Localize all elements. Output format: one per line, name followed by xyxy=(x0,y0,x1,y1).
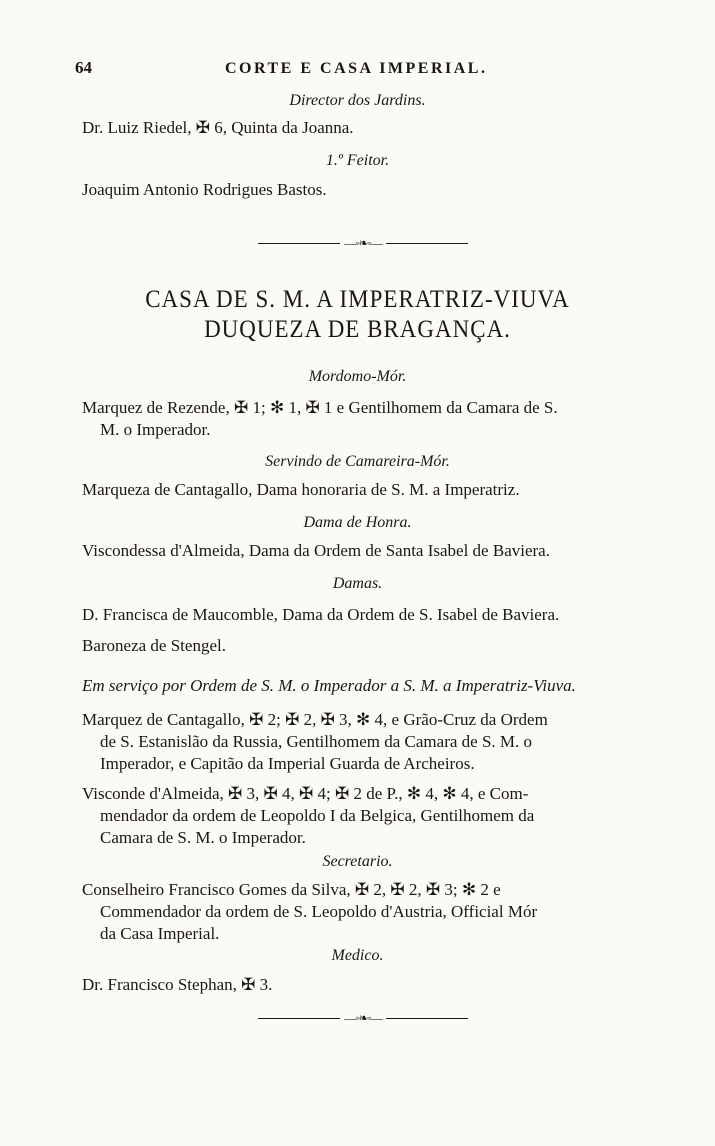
section-title-line1: CASA DE S. M. A IMPERATRIZ-VIUVA xyxy=(145,284,570,313)
ornamental-rule-top xyxy=(258,236,468,250)
marquez-entry-line2: de S. Estanislão da Russia, Gentilhomem da Camara de S. M. o xyxy=(100,732,533,751)
marquez-entry-line3: Imperador, e Capitão da Imperial Guarda de Archeiros. xyxy=(100,754,475,773)
running-title: CORTE E CASA IMPERIAL. xyxy=(225,60,488,77)
heading-mordomo: Mordomo-Mór. xyxy=(308,368,407,385)
medico-entry: Dr. Francisco Stephan, ✠ 3. xyxy=(82,975,273,994)
damas-entry-line1: D. Francisca de Maucomble, Dama da Ordem de S. Isabel de Baviera. xyxy=(82,605,560,624)
marquez-entry-line1: Marquez de Cantagallo, ✠ 2; ✠ 2, ✠ 3, ✻ 4, e Grão-Cruz da Ordem xyxy=(82,710,548,729)
heading-feitor: 1.º Feitor. xyxy=(325,152,390,169)
heading-camareira: Servindo de Camareira-Mór. xyxy=(265,453,450,470)
director-entry: Dr. Luiz Riedel, ✠ 6, Quinta da Joanna. xyxy=(82,118,354,137)
heading-director: Director dos Jardins. xyxy=(289,92,426,109)
heading-secretario: Secretario. xyxy=(322,853,393,870)
secretario-entry-line3: da Casa Imperial. xyxy=(100,924,220,943)
damas-entry-line2: Baroneza de Stengel. xyxy=(82,636,226,655)
secretario-entry-line2: Commendador da ordem de S. Leopoldo d'Austria, Official Mór xyxy=(100,902,538,921)
visconde-entry-line1: Visconde d'Almeida, ✠ 3, ✠ 4, ✠ 4; ✠ 2 de P., ✻ 4, ✻ 4, e Com- xyxy=(82,784,529,803)
ornament-icon: —◦❧◦— xyxy=(340,236,386,250)
feitor-entry: Joaquim Antonio Rodrigues Bastos. xyxy=(82,180,327,199)
mordomo-entry-line2: M. o Imperador. xyxy=(100,420,211,439)
dama-entry: Viscondessa d'Almeida, Dama da Ordem de Santa Isabel de Baviera. xyxy=(82,541,550,560)
ornamental-rule-bottom xyxy=(258,1011,468,1025)
visconde-entry-line2: mendador da ordem de Leopoldo I da Belgica, Gentilhomem da xyxy=(100,806,535,825)
ornament-icon: —◦❧◦— xyxy=(340,1011,386,1025)
heading-dama: Dama de Honra. xyxy=(303,514,412,531)
heading-medico: Medico. xyxy=(331,947,384,964)
camareira-entry: Marqueza de Cantagallo, Dama honoraria de S. M. a Imperatriz. xyxy=(82,480,520,499)
section-title-line2: DUQUEZA DE BRAGANÇA. xyxy=(204,314,511,343)
heading-damas: Damas. xyxy=(332,575,383,592)
mordomo-entry-line1: Marquez de Rezende, ✠ 1; ✻ 1, ✠ 1 e Gentilhomem da Camara de S. xyxy=(82,398,558,417)
page-number: 64 xyxy=(75,58,92,77)
visconde-entry-line3: Camara de S. M. o Imperador. xyxy=(100,828,306,847)
secretario-entry-line1: Conselheiro Francisco Gomes da Silva, ✠ 2, ✠ 2, ✠ 3; ✻ 2 e xyxy=(82,880,501,899)
bleed-through-text: ﾠ xyxy=(240,81,253,96)
servico-line: Em serviço por Ordem de S. M. o Imperador a S. M. a Imperatriz-Viuva. xyxy=(82,676,576,695)
